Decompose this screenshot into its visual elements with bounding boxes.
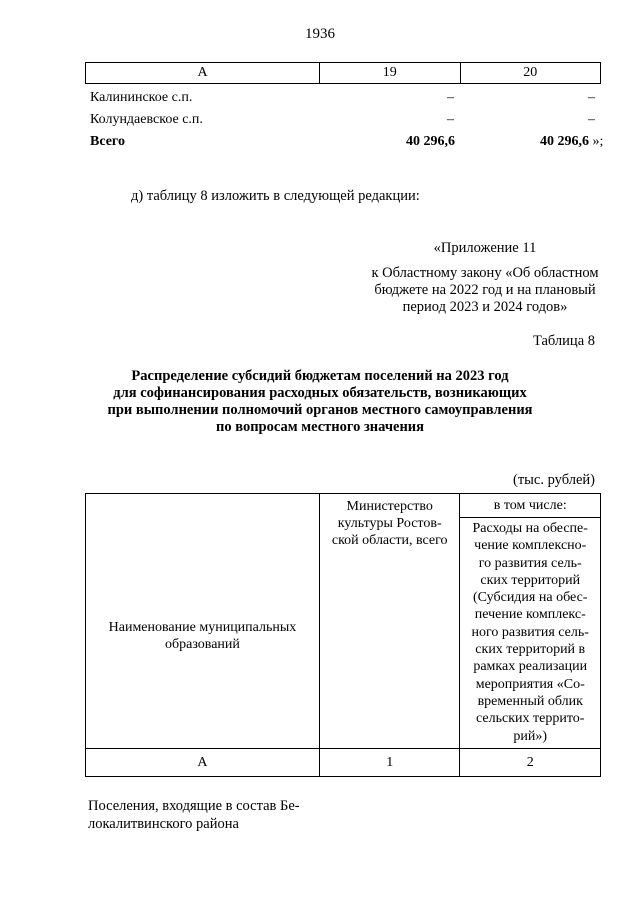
total-value-20-suffix: »; [589, 134, 604, 149]
subsidy-line: мероприятия «Со- [475, 676, 585, 692]
subsidy-line: го развития сель- [478, 555, 582, 571]
row-value-19: – [447, 90, 454, 105]
row-name: Калининское с.п. [90, 90, 193, 105]
title-line: Распределение субсидий бюджетам поселений на 2023 год [131, 368, 509, 384]
total-label: Всего [90, 134, 125, 149]
subsidy-line: рамках реализации [473, 659, 588, 675]
subsidy-line: рий») [513, 728, 548, 744]
col-header-name-text [86, 589, 319, 653]
total-value-19: 40 296,6 [406, 134, 455, 149]
subsidy-line: сельских террито- [476, 711, 585, 727]
col-header-ministry-line: ской области, всего [331, 533, 448, 548]
col-header-subsidy [460, 518, 601, 749]
settlements-group-line: локалитвинского района [88, 816, 239, 832]
index-cell-2: 2 [460, 748, 601, 776]
subsidy-table [85, 493, 601, 777]
title-line: по вопросам местного значения [215, 419, 424, 435]
subsidy-line: ских территорий [480, 572, 581, 588]
col-header-ministry-line: Министерство [346, 499, 433, 514]
instruction-text: д) таблицу 8 изложить в следующей редакции: [131, 188, 420, 204]
appendix-line-3: бюджете на 2022 год и на плановый [374, 282, 596, 298]
appendix-line-1: «Приложение 11 [433, 240, 537, 256]
subsidy-line: ских территорий в [475, 642, 586, 658]
col-header-name-line: Наименование муниципальных [108, 619, 297, 635]
subsidy-line: чение комплексно- [474, 538, 587, 554]
index-cell-1: 1 [319, 748, 460, 776]
appendix-line-2: к Областному закону «Об областном [371, 265, 599, 281]
total-value-20-number: 40 296,6 [540, 134, 589, 149]
row-value-19: – [447, 112, 454, 127]
title-line: для софинансирования расходных обязательств, возникающих [113, 385, 527, 401]
col-header-including: в том числе: [460, 494, 601, 518]
subsidy-line: Расходы на обеспе- [472, 521, 588, 536]
col-header-ministry-line: культуры Ростов- [337, 516, 442, 531]
subsidy-line: ного развития сель- [471, 624, 589, 640]
row-name: Колундаевское с.п. [90, 112, 203, 127]
row-value-20: – [588, 112, 595, 127]
page-number: 1936 [305, 26, 335, 42]
table-title [40, 368, 600, 436]
header-cell-20: 20 [460, 63, 600, 84]
col-header-name [86, 494, 320, 749]
appendix-line-4: период 2023 и 2024 годов» [402, 299, 568, 315]
settlements-group-line: Поселения, входящие в состав Бе- [88, 798, 300, 814]
col-header-ministry [319, 494, 460, 749]
col-header-name-line: образований [165, 636, 240, 652]
subsidy-line: (Субсидия на обес- [473, 590, 588, 606]
index-cell-a: А [86, 748, 320, 776]
header-cell-19: 19 [320, 63, 460, 84]
title-line: при выполнении полномочий органов местного самоуправления [107, 402, 533, 418]
table-label: Таблица 8 [532, 333, 595, 349]
row-value-20: – [588, 90, 595, 105]
header-cell-a: А [86, 63, 320, 84]
units-label: (тыс. рублей) [513, 472, 595, 488]
continuation-table-header [85, 62, 601, 84]
settlements-group-label [88, 797, 328, 833]
subsidy-line: печение комплекс- [474, 607, 586, 623]
total-value-20 [540, 132, 603, 152]
subsidy-line: временный облик [477, 693, 583, 709]
